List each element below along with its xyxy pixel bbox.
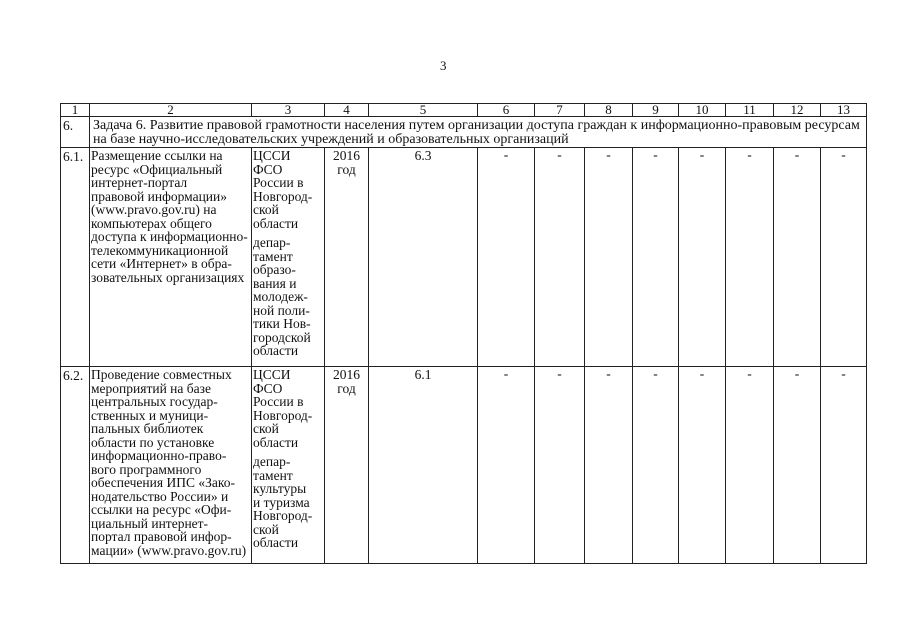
text-line: ЦССИ	[253, 367, 291, 382]
value-cell: -	[679, 367, 726, 564]
executor-1	[253, 149, 323, 230]
value-cell: -	[585, 148, 633, 367]
measure-description	[90, 148, 252, 367]
col-header: 9	[633, 104, 679, 117]
text-line: ФСО	[253, 380, 283, 396]
executor-2	[253, 236, 323, 358]
deadline: 2016 год	[325, 367, 369, 564]
text-line: ской	[253, 521, 279, 537]
text-line: России в	[253, 394, 304, 409]
value-cell: -	[774, 367, 821, 564]
text-line: обеспечения ИПС «Зако-	[91, 475, 235, 490]
deadline: 2016 год	[325, 148, 369, 367]
col-header: 12	[774, 104, 821, 117]
text-line: (www.pravo.gov.ru) на	[91, 202, 217, 217]
text-line: правовой информации»	[91, 188, 227, 204]
text-line: ственных и муници-	[91, 407, 209, 423]
text-line: ссылки на ресурс «Офи-	[91, 502, 232, 517]
col-header: 1	[61, 104, 90, 117]
text-line: городской	[253, 329, 311, 345]
text-line: интернет-портал	[91, 175, 188, 190]
executor-1	[253, 368, 323, 449]
text-line: доступа к информационно-	[91, 229, 248, 244]
page-number: 3	[440, 58, 447, 73]
text-line: вого программного	[91, 461, 202, 477]
text-line: образо-	[253, 262, 296, 277]
col-header: 13	[821, 104, 867, 117]
value-cell: -	[821, 148, 867, 367]
text-line: мероприятий на базе	[91, 380, 211, 396]
text-line: тики Нов-	[253, 316, 311, 331]
value-cell: -	[726, 148, 774, 367]
value-cell: -	[774, 148, 821, 367]
text-line: центральных государ-	[91, 394, 218, 409]
text-line: нодательство России» и	[91, 488, 229, 504]
text-line: культуры	[253, 481, 307, 496]
text-line: России в	[253, 175, 304, 190]
text-line: области по установке	[91, 434, 215, 450]
text-line: мации» (www.pravo.gov.ru)	[91, 542, 247, 558]
text-line: Новгород-	[253, 508, 313, 523]
row-number: 6.2.	[61, 367, 90, 564]
text-line: вания и	[253, 275, 297, 291]
value-cell: -	[821, 367, 867, 564]
value-cell: -	[478, 148, 535, 367]
text-line: ской	[253, 202, 279, 217]
value-cell: -	[633, 367, 679, 564]
col-header: 3	[252, 104, 325, 117]
text-line: ресурс «Официальный	[91, 161, 223, 177]
col-header: 11	[726, 104, 774, 117]
table-row	[61, 367, 867, 564]
text-line: области	[253, 343, 299, 358]
col-header: 2	[90, 104, 252, 117]
value-cell: -	[478, 367, 535, 564]
text-line: Новгород-	[253, 188, 313, 204]
text-line: области	[253, 535, 299, 550]
value-cell: -	[726, 367, 774, 564]
task-title: Задача 6. Развитие правовой грамотности населения путем организации доступа граждан к информационно-правовым ресурсам на базе научно-исследовательских учреждений и образовательных организаций	[90, 117, 867, 148]
text-line: информационно-право-	[91, 448, 227, 463]
col-header: 7	[535, 104, 585, 117]
value-cell: -	[535, 148, 585, 367]
col-header: 8	[585, 104, 633, 117]
text-line: компьютерах общего	[91, 215, 212, 231]
col-header: 10	[679, 104, 726, 117]
row-number: 6.1.	[61, 148, 90, 367]
text-line: молодеж-	[253, 289, 308, 304]
target-indicator: 6.1	[369, 367, 478, 564]
text-line: области	[253, 215, 299, 231]
col-header: 4	[325, 104, 369, 117]
task-number: 6.	[61, 117, 90, 148]
value-cell: -	[679, 148, 726, 367]
text-line: Новгород-	[253, 407, 313, 423]
executors	[252, 367, 325, 564]
target-indicator: 6.3	[369, 148, 478, 367]
value-cell: -	[633, 148, 679, 367]
text-line: депар-	[253, 235, 291, 250]
text-line: сети «Интернет» в обра-	[91, 256, 232, 271]
text-line: ной поли-	[253, 302, 310, 318]
text-line: тамент	[253, 248, 293, 264]
text-line: области	[253, 434, 299, 450]
text-line: ЦССИ	[253, 148, 291, 163]
text-line: ФСО	[253, 161, 283, 177]
text-line: портал правовой инфор-	[91, 529, 232, 544]
task-row	[61, 117, 867, 148]
executors	[252, 148, 325, 367]
value-cell: -	[535, 367, 585, 564]
executor-2	[253, 455, 323, 550]
text-line: тамент	[253, 467, 293, 483]
measures-table	[60, 103, 867, 564]
text-line: телекоммуникационной	[91, 242, 229, 258]
column-number-row	[61, 104, 867, 117]
col-header: 5	[369, 104, 478, 117]
text-line: циальный интернет-	[91, 515, 209, 531]
measure-description	[90, 367, 252, 564]
text-line: Проведение совместных	[91, 367, 232, 382]
text-line: депар-	[253, 454, 291, 469]
table-row	[61, 148, 867, 367]
text-line: ской	[253, 421, 279, 436]
text-line: и туризма	[253, 494, 310, 510]
value-cell: -	[585, 367, 633, 564]
text-line: Размещение ссылки на	[91, 148, 223, 163]
col-header: 6	[478, 104, 535, 117]
text-line: пальных библиотек	[91, 421, 204, 436]
text-line: зовательных организациях	[91, 269, 245, 285]
